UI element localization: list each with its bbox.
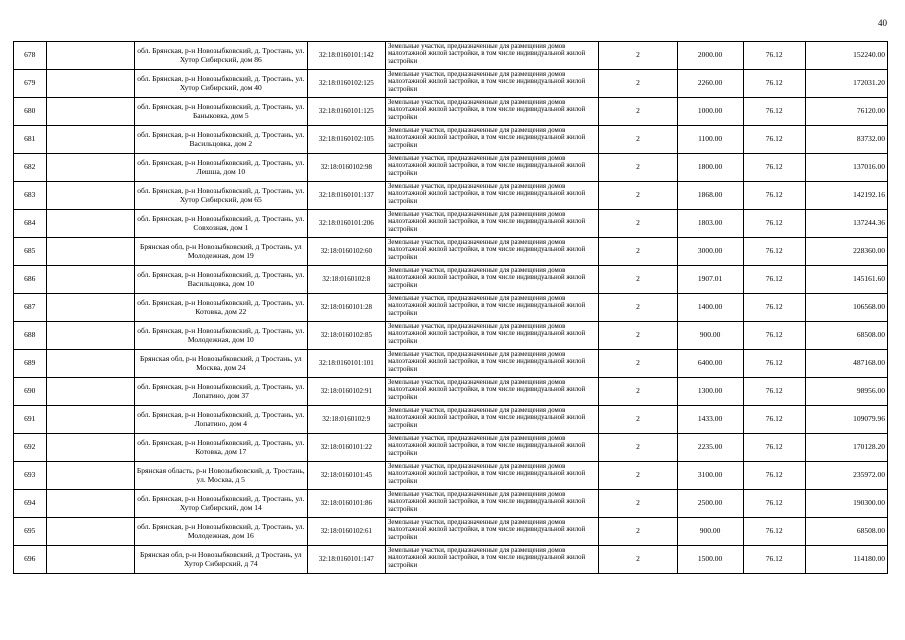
rate-cell: 76.12 [743, 238, 805, 266]
permitted-use-cell [385, 182, 598, 210]
rate-cell: 76.12 [743, 266, 805, 294]
rate-cell: 76.12 [743, 546, 805, 574]
permitted-use-cell [385, 406, 598, 434]
rate-cell: 76.12 [743, 126, 805, 154]
category-cell: 2 [599, 406, 677, 434]
table-row [14, 546, 888, 574]
address-cell: обл. Брянская, р-н Новозыбковский, д. Тростань, ул. Хутор Сибирский, дом 14 [134, 490, 307, 518]
cadastral-value-cell: 137244.36 [805, 210, 887, 238]
blank-cell [46, 266, 134, 294]
category-cell: 2 [599, 126, 677, 154]
area-cell: 3000.00 [677, 238, 743, 266]
area-cell: 1433.00 [677, 406, 743, 434]
address-cell: Брянская обл, р-н Новозыбковский, д Тростань, ул Москва, дом 24 [134, 350, 307, 378]
address-cell: обл. Брянская, р-н Новозыбковский, д. Тростань, ул. Молодежная, дом 16 [134, 518, 307, 546]
row-number-cell: 692 [14, 434, 47, 462]
table-body [14, 42, 888, 574]
area-cell: 2235.00 [677, 434, 743, 462]
blank-cell [46, 126, 134, 154]
cadastral-value-cell: 172031.20 [805, 70, 887, 98]
blank-cell [46, 238, 134, 266]
cadastral-number-cell: 32:18:0160101:137 [307, 182, 385, 210]
permitted-use-text: Земельные участки, предназначенные для размещения домов малоэтажной жилой застройки, в том числе индивидуальной жилой застройки [387, 546, 586, 570]
blank-cell [46, 70, 134, 98]
cadastral-value-cell: 76120.00 [805, 98, 887, 126]
permitted-use-cell [385, 434, 598, 462]
category-cell: 2 [599, 182, 677, 210]
address-cell: обл. Брянская, р-н Новозыбковский, д. Тростань, ул. Хутор Сибирский, дом 86 [134, 42, 307, 70]
permitted-use-cell [385, 238, 598, 266]
cadastral-value-cell: 190300.00 [805, 490, 887, 518]
permitted-use-cell [385, 70, 598, 98]
address-cell: обл. Брянская, р-н Новозыбковский, д. Тростань, ул. Лопатино, дом 37 [134, 378, 307, 406]
cadastral-number-cell: 32:18:0160102:91 [307, 378, 385, 406]
blank-cell [46, 42, 134, 70]
blank-cell [46, 350, 134, 378]
table-row [14, 266, 888, 294]
category-cell: 2 [599, 378, 677, 406]
land-plots-table [13, 41, 888, 574]
rate-cell: 76.12 [743, 182, 805, 210]
address-cell: обл. Брянская, р-н Новозыбковский, д. Тростань, ул. Хутор Сибирский, дом 40 [134, 70, 307, 98]
address-cell: обл. Брянская, р-н Новозыбковский, д. Тростань, ул. Совхозная, дом 1 [134, 210, 307, 238]
cadastral-number-cell: 32:18:0160102:125 [307, 70, 385, 98]
row-number-cell: 693 [14, 462, 47, 490]
area-cell: 2000.00 [677, 42, 743, 70]
cadastral-value-cell: 98956.00 [805, 378, 887, 406]
category-cell: 2 [599, 462, 677, 490]
permitted-use-text: Земельные участки, предназначенные для размещения домов малоэтажной жилой застройки, в том числе индивидуальной жилой застройки [387, 182, 586, 206]
category-cell: 2 [599, 238, 677, 266]
cadastral-number-cell: 32:18:0160102:60 [307, 238, 385, 266]
blank-cell [46, 462, 134, 490]
permitted-use-text: Земельные участки, предназначенные для размещения домов малоэтажной жилой застройки, в том числе индивидуальной жилой застройки [387, 42, 586, 66]
area-cell: 1300.00 [677, 378, 743, 406]
permitted-use-text: Земельные участки, предназначенные для размещения домов малоэтажной жилой застройки, в том числе индивидуальной жилой застройки [387, 154, 586, 178]
address-cell: обл. Брянская, р-н Новозыбковский, д. Тростань, ул. Хутор Сибирский, дом 65 [134, 182, 307, 210]
blank-cell [46, 546, 134, 574]
cadastral-number-cell: 32:18:0160102:105 [307, 126, 385, 154]
permitted-use-cell [385, 210, 598, 238]
rate-cell: 76.12 [743, 462, 805, 490]
row-number-cell: 680 [14, 98, 47, 126]
blank-cell [46, 294, 134, 322]
category-cell: 2 [599, 434, 677, 462]
row-number-cell: 687 [14, 294, 47, 322]
permitted-use-text: Земельные участки, предназначенные для размещения домов малоэтажной жилой застройки, в том числе индивидуальной жилой застройки [387, 518, 586, 542]
permitted-use-cell [385, 154, 598, 182]
address-cell: обл. Брянская, р-н Новозыбковский, д. Тростань, ул. Баныковка, дом 5 [134, 98, 307, 126]
rate-cell: 76.12 [743, 42, 805, 70]
cadastral-number-cell: 32:18:0160101:206 [307, 210, 385, 238]
permitted-use-cell [385, 490, 598, 518]
address-cell: обл. Брянская, р-н Новозыбковский, д. Тростань, ул. Котовка, дом 22 [134, 294, 307, 322]
permitted-use-text: Земельные участки, предназначенные для размещения домов малоэтажной жилой застройки, в том числе индивидуальной жилой застройки [387, 350, 586, 374]
permitted-use-cell [385, 462, 598, 490]
cadastral-value-cell: 235972.00 [805, 462, 887, 490]
rate-cell: 76.12 [743, 406, 805, 434]
category-cell: 2 [599, 546, 677, 574]
permitted-use-text: Земельные участки, предназначенные для размещения домов малоэтажной жилой застройки, в том числе индивидуальной жилой застройки [387, 322, 586, 346]
cadastral-number-cell: 32:18:0160101:86 [307, 490, 385, 518]
permitted-use-text: Земельные участки, предназначенные для размещения домов малоэтажной жилой застройки, в том числе индивидуальной жилой застройки [387, 70, 586, 94]
permitted-use-cell [385, 546, 598, 574]
area-cell: 2260.00 [677, 70, 743, 98]
permitted-use-text: Земельные участки, предназначенные для размещения домов малоэтажной жилой застройки, в том числе индивидуальной жилой застройки [387, 462, 586, 486]
area-cell: 1100.00 [677, 126, 743, 154]
address-cell: Брянская обл, р-н Новозыбковский, д Тростань, ул Молодежная, дом 19 [134, 238, 307, 266]
cadastral-value-cell: 145161.60 [805, 266, 887, 294]
cadastral-value-cell: 487168.00 [805, 350, 887, 378]
area-cell: 900.00 [677, 322, 743, 350]
cadastral-value-cell: 106568.00 [805, 294, 887, 322]
cadastral-number-cell: 32:18:0160102:61 [307, 518, 385, 546]
cadastral-value-cell: 83732.00 [805, 126, 887, 154]
row-number-cell: 696 [14, 546, 47, 574]
table-row [14, 350, 888, 378]
row-number-cell: 681 [14, 126, 47, 154]
address-cell: обл. Брянская, р-н Новозыбковский, д. Тростань, ул. Васильцовка, дом 10 [134, 266, 307, 294]
area-cell: 1500.00 [677, 546, 743, 574]
blank-cell [46, 434, 134, 462]
rate-cell: 76.12 [743, 518, 805, 546]
category-cell: 2 [599, 210, 677, 238]
permitted-use-text: Земельные участки, предназначенные для размещения домов малоэтажной жилой застройки, в том числе индивидуальной жилой застройки [387, 126, 586, 150]
area-cell: 1868.00 [677, 182, 743, 210]
blank-cell [46, 210, 134, 238]
permitted-use-cell [385, 126, 598, 154]
category-cell: 2 [599, 98, 677, 126]
category-cell: 2 [599, 518, 677, 546]
table-row [14, 378, 888, 406]
row-number-cell: 689 [14, 350, 47, 378]
row-number-cell: 682 [14, 154, 47, 182]
address-cell: обл. Брянская, р-н Новозыбковский, д. Тростань, ул. Молодежная, дом 10 [134, 322, 307, 350]
table-row [14, 210, 888, 238]
table-row [14, 406, 888, 434]
blank-cell [46, 490, 134, 518]
address-cell: обл. Брянская, р-н Новозыбковский, д. Тростань, ул. Котовка, дом 17 [134, 434, 307, 462]
blank-cell [46, 182, 134, 210]
table-row [14, 154, 888, 182]
row-number-cell: 683 [14, 182, 47, 210]
permitted-use-text: Земельные участки, предназначенные для размещения домов малоэтажной жилой застройки, в том числе индивидуальной жилой застройки [387, 98, 586, 122]
area-cell: 1803.00 [677, 210, 743, 238]
permitted-use-text: Земельные участки, предназначенные для размещения домов малоэтажной жилой застройки, в том числе индивидуальной жилой застройки [387, 490, 586, 514]
cadastral-value-cell: 114180.00 [805, 546, 887, 574]
row-number-cell: 688 [14, 322, 47, 350]
cadastral-number-cell: 32:18:0160101:45 [307, 462, 385, 490]
area-cell: 1400.00 [677, 294, 743, 322]
cadastral-number-cell: 32:18:0160102:9 [307, 406, 385, 434]
category-cell: 2 [599, 490, 677, 518]
table-row [14, 98, 888, 126]
table-row [14, 518, 888, 546]
rate-cell: 76.12 [743, 98, 805, 126]
blank-cell [46, 378, 134, 406]
category-cell: 2 [599, 266, 677, 294]
category-cell: 2 [599, 322, 677, 350]
category-cell: 2 [599, 42, 677, 70]
permitted-use-text: Земельные участки, предназначенные для размещения домов малоэтажной жилой застройки, в том числе индивидуальной жилой застройки [387, 378, 586, 402]
area-cell: 1907.01 [677, 266, 743, 294]
cadastral-value-cell: 109079.96 [805, 406, 887, 434]
table-row [14, 238, 888, 266]
table-row [14, 462, 888, 490]
permitted-use-text: Земельные участки, предназначенные для размещения домов малоэтажной жилой застройки, в том числе индивидуальной жилой застройки [387, 294, 586, 318]
permitted-use-text: Земельные участки, предназначенные для размещения домов малоэтажной жилой застройки, в том числе индивидуальной жилой застройки [387, 210, 586, 234]
row-number-cell: 679 [14, 70, 47, 98]
blank-cell [46, 98, 134, 126]
cadastral-number-cell: 32:18:0160101:28 [307, 294, 385, 322]
category-cell: 2 [599, 294, 677, 322]
area-cell: 1000.00 [677, 98, 743, 126]
row-number-cell: 695 [14, 518, 47, 546]
row-number-cell: 686 [14, 266, 47, 294]
permitted-use-cell [385, 42, 598, 70]
table-row [14, 126, 888, 154]
blank-cell [46, 518, 134, 546]
cadastral-number-cell: 32:18:0160101:101 [307, 350, 385, 378]
address-cell: обл. Брянская, р-н Новозыбковский, д. Тростань, ул. Лешша, дом 10 [134, 154, 307, 182]
cadastral-number-cell: 32:18:0160102:8 [307, 266, 385, 294]
cadastral-value-cell: 170128.20 [805, 434, 887, 462]
permitted-use-cell [385, 518, 598, 546]
permitted-use-cell [385, 294, 598, 322]
category-cell: 2 [599, 154, 677, 182]
rate-cell: 76.12 [743, 70, 805, 98]
cadastral-value-cell: 137016.00 [805, 154, 887, 182]
table-row [14, 182, 888, 210]
row-number-cell: 685 [14, 238, 47, 266]
table-row [14, 490, 888, 518]
cadastral-value-cell: 142192.16 [805, 182, 887, 210]
permitted-use-text: Земельные участки, предназначенные для размещения домов малоэтажной жилой застройки, в том числе индивидуальной жилой застройки [387, 266, 586, 290]
rate-cell: 76.12 [743, 154, 805, 182]
blank-cell [46, 322, 134, 350]
rate-cell: 76.12 [743, 490, 805, 518]
cadastral-number-cell: 32:18:0160102:98 [307, 154, 385, 182]
row-number-cell: 684 [14, 210, 47, 238]
blank-cell [46, 406, 134, 434]
cadastral-number-cell: 32:18:0160101:125 [307, 98, 385, 126]
page-number: 40 [878, 18, 887, 28]
permitted-use-cell [385, 322, 598, 350]
table-row [14, 294, 888, 322]
address-cell: Брянская область, р-н Новозыбковский, д. Тростань, ул. Москва, д 5 [134, 462, 307, 490]
rate-cell: 76.12 [743, 210, 805, 238]
address-cell: обл. Брянская, р-н Новозыбковский, д. Тростань, ул. Васильцовка, дом 2 [134, 126, 307, 154]
address-cell: обл. Брянская, р-н Новозыбковский, д. Тростань, ул. Лопатино, дом 4 [134, 406, 307, 434]
area-cell: 3100.00 [677, 462, 743, 490]
area-cell: 2500.00 [677, 490, 743, 518]
rate-cell: 76.12 [743, 322, 805, 350]
row-number-cell: 690 [14, 378, 47, 406]
table-row [14, 322, 888, 350]
permitted-use-cell [385, 266, 598, 294]
area-cell: 900.00 [677, 518, 743, 546]
cadastral-number-cell: 32:18:0160101:147 [307, 546, 385, 574]
row-number-cell: 678 [14, 42, 47, 70]
address-cell: Брянская обл, р-н Новозыбковский, д Тростань, ул Хутор Сибирский, д 74 [134, 546, 307, 574]
area-cell: 6400.00 [677, 350, 743, 378]
row-number-cell: 691 [14, 406, 47, 434]
rate-cell: 76.12 [743, 378, 805, 406]
cadastral-value-cell: 228360.00 [805, 238, 887, 266]
table-row [14, 434, 888, 462]
table-row [14, 42, 888, 70]
rate-cell: 76.12 [743, 434, 805, 462]
permitted-use-text: Земельные участки, предназначенные для размещения домов малоэтажной жилой застройки, в том числе индивидуальной жилой застройки [387, 406, 586, 430]
permitted-use-text: Земельные участки, предназначенные для размещения домов малоэтажной жилой застройки, в том числе индивидуальной жилой застройки [387, 434, 586, 458]
permitted-use-cell [385, 350, 598, 378]
rate-cell: 76.12 [743, 350, 805, 378]
category-cell: 2 [599, 350, 677, 378]
cadastral-number-cell: 32:18:0160101:22 [307, 434, 385, 462]
table-row [14, 70, 888, 98]
category-cell: 2 [599, 70, 677, 98]
row-number-cell: 694 [14, 490, 47, 518]
permitted-use-text: Земельные участки, предназначенные для размещения домов малоэтажной жилой застройки, в том числе индивидуальной жилой застройки [387, 238, 586, 262]
permitted-use-cell [385, 378, 598, 406]
cadastral-value-cell: 68508.00 [805, 518, 887, 546]
permitted-use-cell [385, 98, 598, 126]
cadastral-number-cell: 32:18:0160101:142 [307, 42, 385, 70]
cadastral-number-cell: 32:18:0160102:85 [307, 322, 385, 350]
area-cell: 1800.00 [677, 154, 743, 182]
rate-cell: 76.12 [743, 294, 805, 322]
cadastral-value-cell: 152240.00 [805, 42, 887, 70]
cadastral-value-cell: 68508.00 [805, 322, 887, 350]
blank-cell [46, 154, 134, 182]
